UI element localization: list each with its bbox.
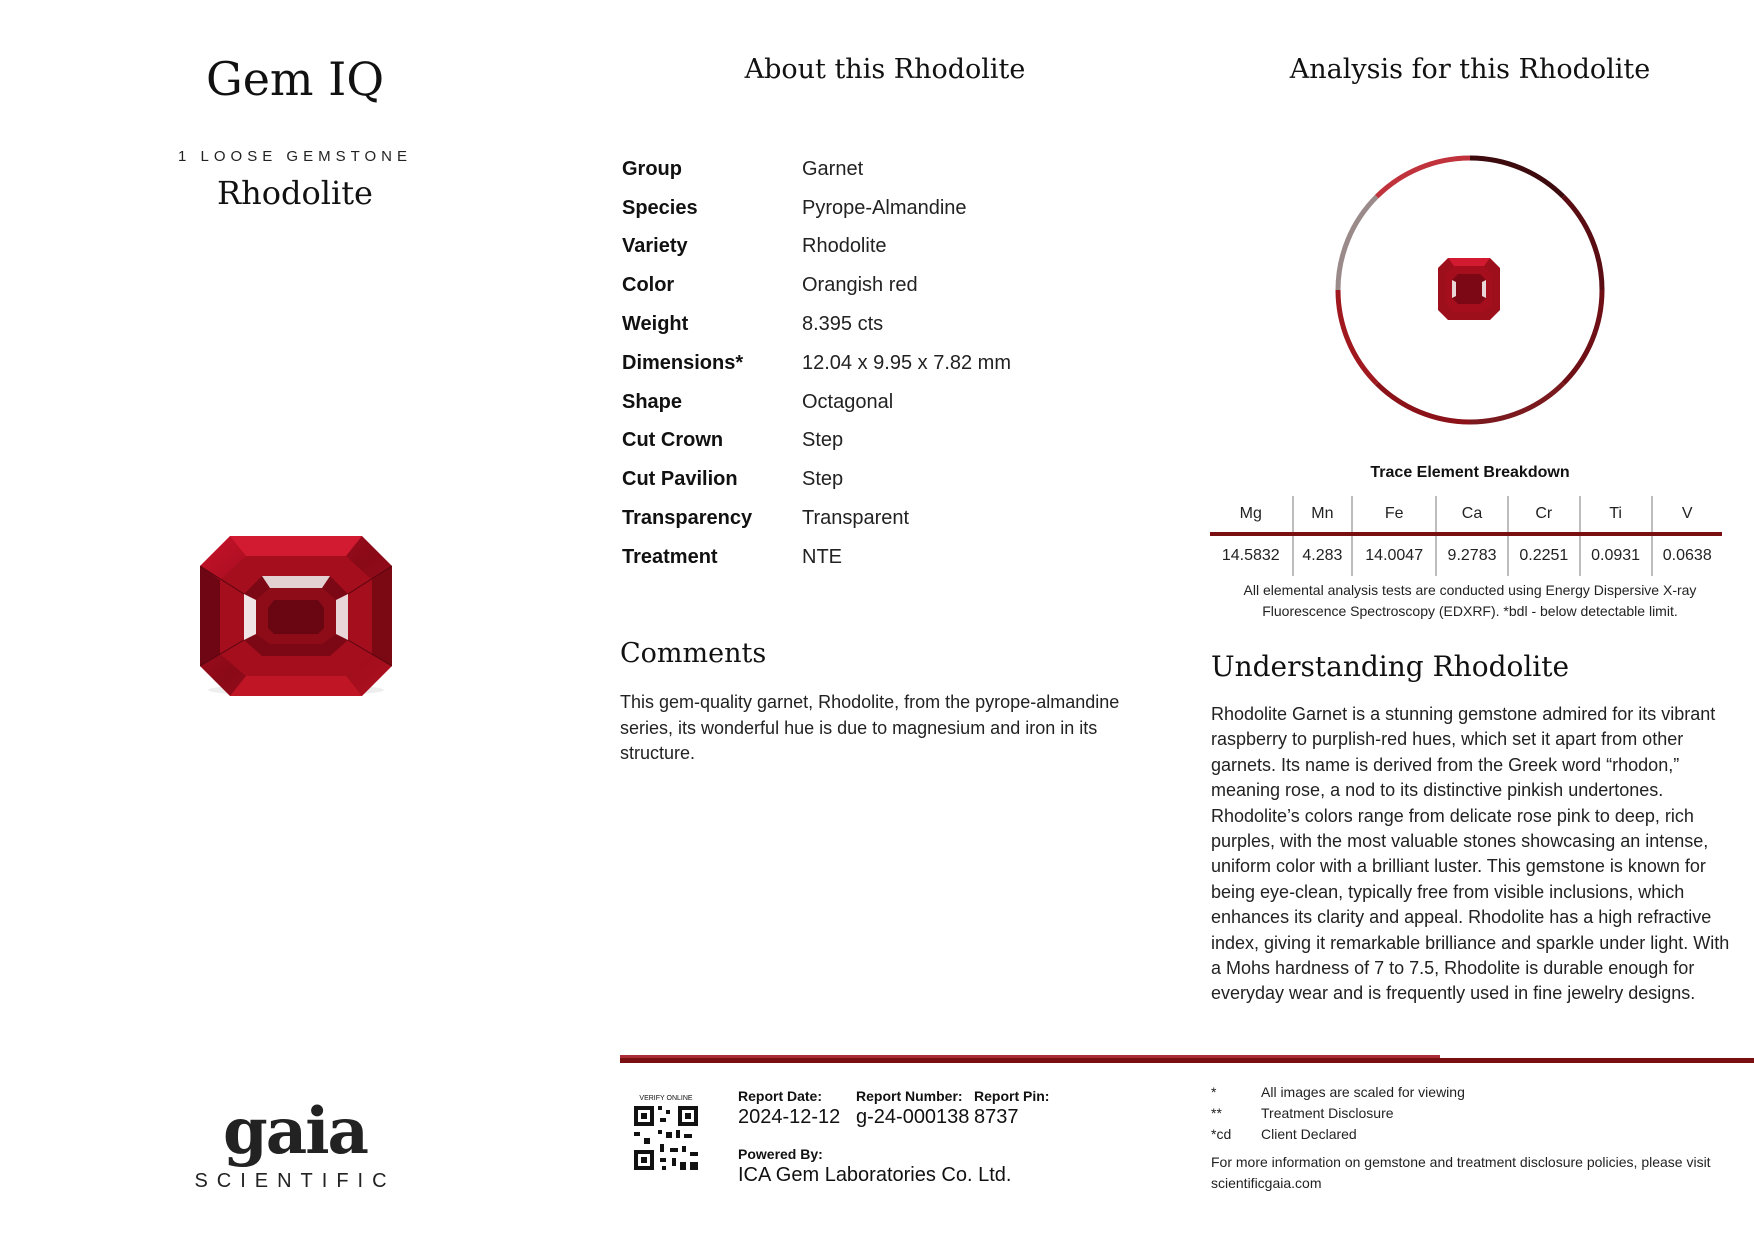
element-header: Mg bbox=[1210, 496, 1293, 534]
property-value: Step bbox=[802, 429, 844, 452]
ring-segment bbox=[1377, 383, 1470, 422]
trace-element-table bbox=[1210, 496, 1722, 576]
properties-table bbox=[622, 150, 1142, 577]
property-row bbox=[622, 189, 1142, 228]
element-value: 9.2783 bbox=[1436, 534, 1508, 576]
footnotes bbox=[1211, 1082, 1731, 1145]
ring-segment bbox=[1563, 290, 1602, 383]
property-key: Variety bbox=[622, 235, 688, 258]
brand-title: Gem IQ bbox=[205, 52, 385, 106]
qr-verify-label: VERIFY ONLINE bbox=[639, 1095, 693, 1102]
property-value: 12.04 x 9.95 x 7.82 mm bbox=[802, 351, 1012, 374]
property-row bbox=[622, 460, 1142, 499]
property-value: Step bbox=[802, 468, 844, 491]
property-key: Dimensions* bbox=[622, 351, 744, 374]
footnote-symbol: * bbox=[1211, 1084, 1217, 1100]
property-row bbox=[622, 266, 1142, 305]
element-value: 0.0638 bbox=[1662, 547, 1712, 564]
logo-sub: SCIENTIFIC bbox=[194, 1170, 396, 1192]
report-number: g-24-000138 bbox=[856, 1106, 970, 1128]
trace-note: All elemental analysis tests are conducted using Energy Dispersive X-ray Fluorescence Spectroscopy (EDXRF). *bdl - below detectable limit. bbox=[1243, 582, 1697, 619]
element-value: 14.0047 bbox=[1352, 534, 1436, 576]
analysis-title: Analysis for this Rhodolite bbox=[1289, 54, 1651, 85]
property-value: NTE bbox=[802, 545, 842, 568]
report-date: 2024-12-12 bbox=[738, 1106, 841, 1128]
report-pin-label: Report Pin: bbox=[974, 1088, 1050, 1104]
footnote-text: All images are scaled for viewing bbox=[1261, 1084, 1465, 1100]
footnote-row bbox=[1211, 1082, 1731, 1103]
property-key: Species bbox=[622, 196, 698, 219]
footnote-symbol: *cd bbox=[1211, 1126, 1232, 1142]
report-pin: 8737 bbox=[974, 1106, 1019, 1128]
ring-segment bbox=[1338, 197, 1377, 290]
microtext-strip bbox=[620, 1055, 1754, 1063]
item-count: 1 LOOSE GEMSTONE bbox=[178, 148, 412, 165]
stone-name: Rhodolite bbox=[217, 174, 373, 212]
trace-title: Trace Element Breakdown bbox=[1370, 464, 1570, 481]
report-number-label: Report Number: bbox=[856, 1088, 963, 1104]
property-key: Group bbox=[622, 157, 682, 180]
property-value: Orangish red bbox=[802, 274, 918, 297]
footnote-row bbox=[1211, 1103, 1731, 1124]
footnote-symbol: ** bbox=[1211, 1105, 1222, 1121]
property-row bbox=[622, 344, 1142, 383]
property-row bbox=[622, 228, 1142, 267]
report-date-label: Report Date: bbox=[738, 1088, 823, 1104]
element-value: 0.2251 bbox=[1508, 534, 1580, 576]
powered-by: ICA Gem Laboratories Co. Ltd. bbox=[738, 1164, 1012, 1186]
comments-title: Comments bbox=[620, 638, 767, 669]
powered-by-label: Powered By: bbox=[738, 1146, 823, 1162]
trace-value-row bbox=[1210, 534, 1722, 576]
logo-word: gaia bbox=[223, 1094, 367, 1169]
footnote-text: Treatment Disclosure bbox=[1261, 1105, 1394, 1121]
element-value: 4.283 bbox=[1293, 534, 1353, 576]
property-row bbox=[622, 499, 1142, 538]
property-row bbox=[622, 538, 1142, 577]
ring-segment bbox=[1470, 158, 1563, 197]
understanding-text: Rhodolite Garnet is a stunning gemstone admired for its vibrant raspberry to purplish-red hues, which set it apart from other garnets. Its name is derived from the Greek word “rhodon,” meaning rose, a nod to its distinctive pinkish undertones. Rhodolite’s colors range from delicate rose pink to deep, rich purples, with the most valuable stones showcasing an intense, uniform color with a brilliant luster. This gemstone is known for being eye-clean, typically free from visible inclusions, which enhances its clarity and appeal. Rhodolite has a high refractive index, giving it remarkable brilliance and sparkle under light. With a Mohs hardness of 7 to 7.5, Rhodolite is durable enough for everyday wear and is frequently used in fine jewelry designs. bbox=[1211, 704, 1730, 1004]
gemstone-image bbox=[200, 536, 392, 696]
ring-segment bbox=[1338, 290, 1377, 383]
disclosure-info: For more information on gemstone and treatment disclosure policies, please visit scientificgaia.com bbox=[1211, 1154, 1711, 1191]
ring-segment bbox=[1563, 197, 1602, 290]
about-title: About this Rhodolite bbox=[744, 54, 1026, 85]
property-row bbox=[622, 150, 1142, 189]
element-header: Ca bbox=[1436, 496, 1508, 534]
property-value: Rhodolite bbox=[802, 235, 887, 258]
understanding-title: Understanding Rhodolite bbox=[1211, 650, 1570, 683]
element-header: Ti bbox=[1580, 496, 1652, 534]
property-key: Weight bbox=[622, 313, 689, 336]
property-value: Pyrope-Almandine bbox=[802, 196, 967, 219]
property-key: Color bbox=[622, 274, 675, 297]
property-value: Garnet bbox=[802, 157, 864, 180]
element-header: V bbox=[1652, 496, 1722, 534]
property-row bbox=[622, 305, 1142, 344]
property-key: Cut Pavilion bbox=[622, 468, 738, 491]
property-row bbox=[622, 383, 1142, 422]
footnote-row bbox=[1211, 1124, 1731, 1145]
property-value: Transparent bbox=[802, 507, 910, 530]
property-key: Cut Crown bbox=[622, 429, 724, 452]
ring-segment bbox=[1377, 158, 1470, 197]
verify-qr-code[interactable] bbox=[620, 1092, 712, 1184]
property-value: 8.395 cts bbox=[802, 313, 884, 336]
ring-segment bbox=[1470, 383, 1563, 422]
element-header: Mn bbox=[1293, 496, 1353, 534]
element-header: Fe bbox=[1352, 496, 1436, 534]
comments-text: This gem-quality garnet, Rhodolite, from the pyrope-almandine series, its wonderful hue is due to magnesium and iron in its structure. bbox=[620, 692, 1120, 763]
property-row bbox=[622, 422, 1142, 461]
gaia-scientific-logo bbox=[180, 1094, 410, 1193]
footnote-text: Client Declared bbox=[1261, 1126, 1357, 1142]
property-key: Treatment bbox=[622, 545, 718, 568]
property-key: Transparency bbox=[622, 507, 753, 530]
element-header: Cr bbox=[1508, 496, 1580, 534]
element-value: 0.0931 bbox=[1580, 534, 1652, 576]
trace-header-row bbox=[1210, 496, 1722, 534]
color-ring bbox=[1330, 150, 1610, 430]
property-value: Octagonal bbox=[802, 390, 894, 413]
ring-gem-icon bbox=[1438, 258, 1500, 320]
element-value: 14.5832 bbox=[1210, 534, 1293, 576]
property-key: Shape bbox=[622, 390, 683, 413]
